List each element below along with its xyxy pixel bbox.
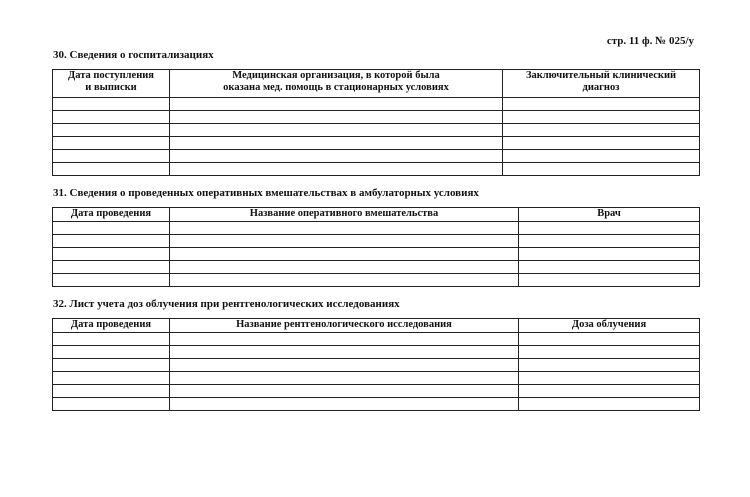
empty-cell — [170, 333, 519, 346]
table-row — [53, 98, 700, 111]
empty-cell — [170, 261, 519, 274]
empty-cell — [170, 274, 519, 287]
column-header-doctor: Врач — [519, 208, 700, 222]
empty-cell — [519, 274, 700, 287]
empty-cell — [170, 235, 519, 248]
table-row — [53, 359, 700, 372]
empty-cell — [53, 222, 170, 235]
surgical-interventions-table — [52, 207, 700, 287]
empty-cell — [503, 124, 700, 137]
table-row — [53, 261, 700, 274]
empty-cell — [53, 137, 170, 150]
table-row — [53, 124, 700, 137]
empty-cell — [170, 150, 503, 163]
empty-cell — [170, 385, 519, 398]
empty-cell — [170, 248, 519, 261]
column-header-final-diagnosis: Заключительный клинический диагноз — [503, 70, 700, 98]
column-header-procedure-date: Дата проведения — [53, 319, 170, 333]
table-row — [53, 163, 700, 176]
empty-cell — [519, 333, 700, 346]
empty-cell — [53, 248, 170, 261]
empty-cell — [53, 150, 170, 163]
empty-cell — [53, 111, 170, 124]
table-row — [53, 222, 700, 235]
empty-cell — [519, 248, 700, 261]
empty-cell — [170, 137, 503, 150]
table-row — [53, 346, 700, 359]
empty-cell — [519, 235, 700, 248]
table-row — [53, 274, 700, 287]
empty-cell — [53, 359, 170, 372]
empty-cell — [170, 111, 503, 124]
empty-cell — [170, 359, 519, 372]
column-header-radiation-dose: Доза облучения — [519, 319, 700, 333]
hospitalizations-table — [52, 69, 700, 176]
empty-cell — [503, 137, 700, 150]
column-header-procedure-date: Дата проведения — [53, 208, 170, 222]
empty-cell — [53, 98, 170, 111]
column-header-medical-organization: Медицинская организация, в которой была оказана мед. помощь в стационарных условиях — [170, 70, 503, 98]
section-31-title: 31. Сведения о проведенных оперативных вмешательствах в амбулаторных условиях — [53, 187, 479, 199]
table-row — [53, 385, 700, 398]
section-32-title: 32. Лист учета доз облучения при рентгенологических исследованиях — [53, 298, 400, 310]
empty-cell — [53, 124, 170, 137]
table-row — [53, 398, 700, 411]
radiation-dose-table — [52, 318, 700, 411]
page-reference: стр. 11 ф. № 025/у — [606, 35, 694, 47]
empty-cell — [519, 222, 700, 235]
empty-cell — [53, 385, 170, 398]
table-row — [53, 333, 700, 346]
empty-cell — [519, 398, 700, 411]
empty-cell — [519, 346, 700, 359]
empty-cell — [53, 163, 170, 176]
empty-cell — [170, 98, 503, 111]
table-row — [53, 372, 700, 385]
empty-cell — [519, 385, 700, 398]
empty-cell — [503, 150, 700, 163]
table-row — [53, 248, 700, 261]
empty-cell — [53, 398, 170, 411]
table-row — [53, 150, 700, 163]
empty-cell — [170, 124, 503, 137]
table-row — [53, 111, 700, 124]
empty-cell — [53, 274, 170, 287]
empty-cell — [503, 111, 700, 124]
empty-cell — [519, 261, 700, 274]
column-header-xray-study-name: Название рентгенологического исследования — [170, 319, 519, 333]
table-row — [53, 235, 700, 248]
empty-cell — [170, 163, 503, 176]
section-30-title: 30. Сведения о госпитализациях — [53, 49, 214, 61]
column-header-admission-discharge-date: Дата поступления и выписки — [53, 70, 170, 98]
empty-cell — [503, 98, 700, 111]
empty-cell — [170, 346, 519, 359]
empty-cell — [53, 372, 170, 385]
empty-cell — [519, 372, 700, 385]
empty-cell — [503, 163, 700, 176]
empty-cell — [170, 372, 519, 385]
empty-cell — [53, 235, 170, 248]
empty-cell — [170, 222, 519, 235]
empty-cell — [53, 346, 170, 359]
table-row — [53, 137, 700, 150]
empty-cell — [53, 333, 170, 346]
empty-cell — [170, 398, 519, 411]
column-header-intervention-name: Название оперативного вмешательства — [170, 208, 519, 222]
empty-cell — [53, 261, 170, 274]
empty-cell — [519, 359, 700, 372]
